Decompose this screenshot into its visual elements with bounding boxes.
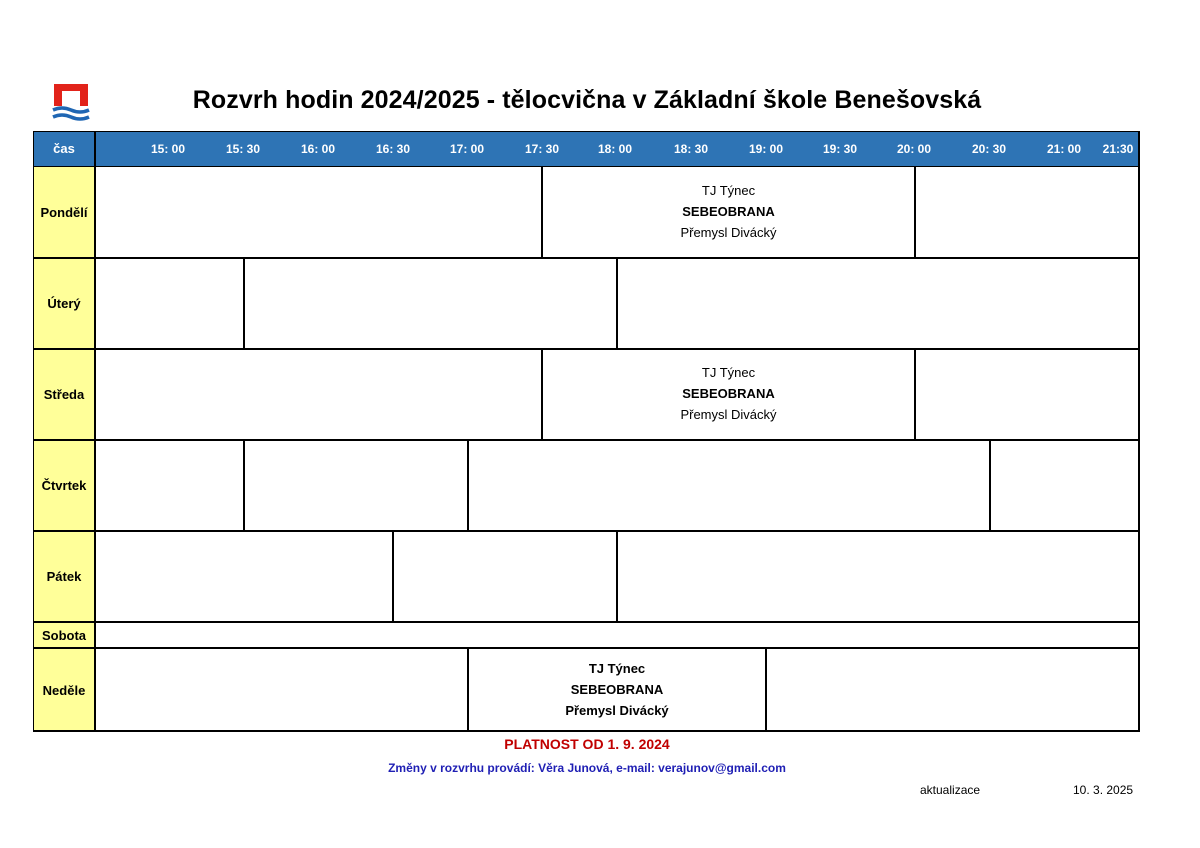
time-label: 19: 30 [822, 142, 858, 156]
slot-divider [243, 440, 245, 531]
row-divider [33, 348, 1140, 350]
slot-divider [616, 531, 618, 622]
slot-divider [467, 440, 469, 531]
row-divider [33, 730, 1140, 732]
time-label: 15: 30 [225, 142, 261, 156]
time-label: 15: 00 [150, 142, 186, 156]
row-divider [33, 647, 1140, 649]
booking-activity: SEBEOBRANA [682, 204, 775, 219]
slot-divider [392, 531, 394, 622]
day-label-streda: Středa [33, 349, 95, 440]
time-label: 21: 00 [1046, 142, 1082, 156]
grid-border [94, 131, 96, 732]
booking-nedele [468, 658, 766, 721]
booking-streda [542, 362, 915, 425]
day-label-patek: Pátek [33, 531, 95, 622]
slot-divider [243, 258, 245, 349]
booking-club: TJ Týnec [701, 183, 756, 198]
booking-club: TJ Týnec [588, 661, 646, 676]
slot-divider [989, 440, 991, 531]
time-label: 17: 30 [524, 142, 560, 156]
changes-contact: Změny v rozvrhu provádí: Věra Junová, e-mail: verajunov@gmail.com [388, 761, 786, 775]
update-date: 10. 3. 2025 [1073, 783, 1134, 797]
validity-note: PLATNOST OD 1. 9. 2024 [504, 736, 670, 752]
booking-coach: Přemysl Divácký [680, 225, 777, 240]
time-label: 20: 30 [971, 142, 1007, 156]
booking-activity: SEBEOBRANA [682, 386, 775, 401]
slot-divider [616, 258, 618, 349]
row-divider [33, 530, 1140, 532]
booking-club: TJ Týnec [701, 365, 756, 380]
update-label: aktualizace [920, 783, 981, 797]
day-label-nedele: Neděle [33, 648, 95, 732]
booking-coach: Přemysl Divácký [680, 407, 777, 422]
day-label-sobota: Sobota [33, 622, 95, 648]
time-label: 19: 00 [748, 142, 784, 156]
booking-pondeli [542, 180, 915, 243]
day-label-pondeli: Pondělí [33, 167, 95, 258]
row-divider [33, 439, 1140, 441]
time-label: 21:30 [1102, 142, 1134, 156]
day-label-utery: Úterý [33, 258, 95, 349]
day-label-ctvrtek: Čtvrtek [33, 440, 95, 531]
grid-border [1138, 131, 1140, 732]
time-label: 17: 00 [449, 142, 485, 156]
row-divider [33, 621, 1140, 623]
row-divider [33, 257, 1140, 259]
time-label: 18: 00 [597, 142, 633, 156]
time-column-label: čas [53, 141, 75, 156]
time-label: 20: 00 [896, 142, 932, 156]
page-title: Rozvrh hodin 2024/2025 - tělocvična v Základní škole Benešovská [192, 86, 982, 114]
booking-coach: Přemysl Divácký [565, 703, 669, 718]
time-label: 16: 30 [375, 142, 411, 156]
time-label: 18: 30 [673, 142, 709, 156]
time-label: 16: 00 [300, 142, 336, 156]
booking-activity: SEBEOBRANA [570, 682, 664, 697]
